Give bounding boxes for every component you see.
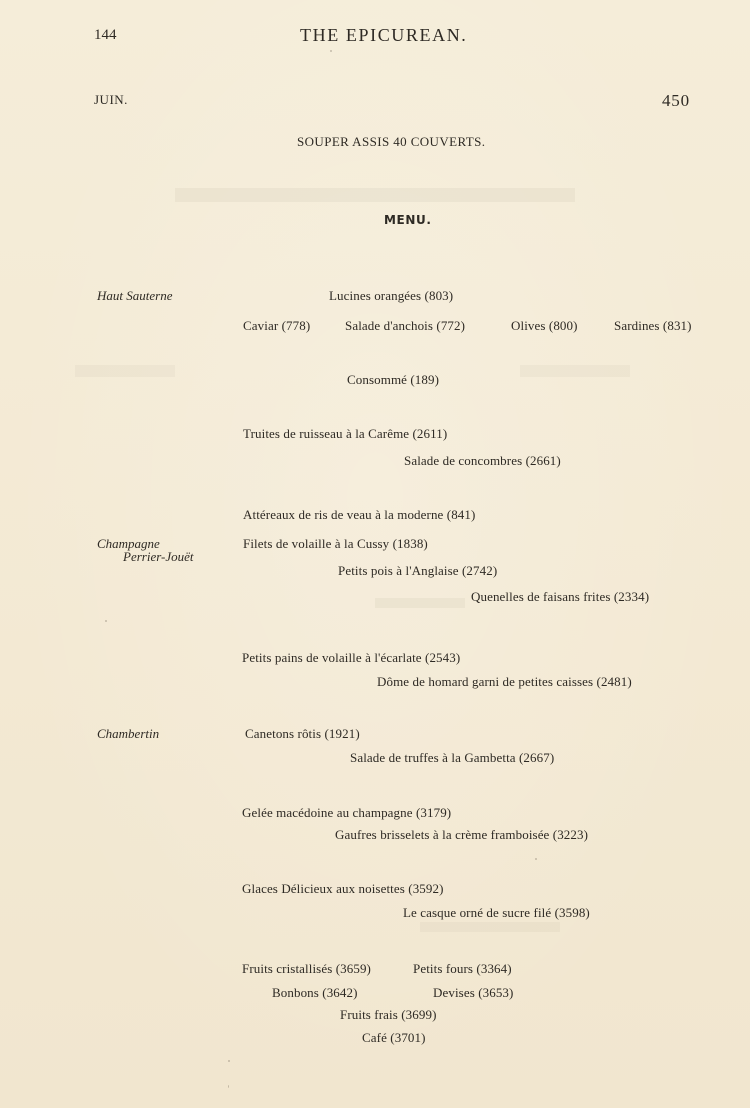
- course-olives: Olives (800): [511, 318, 578, 333]
- course-dome-homard: Dôme de homard garni de petites caisses (2481): [377, 674, 632, 689]
- course-gaufres: Gaufres brisselets à la crème framboisée (3223): [335, 827, 589, 842]
- course-lucines: Lucines orangées (803): [329, 288, 454, 303]
- page-number: 144: [94, 27, 117, 43]
- course-filets-volaille: Filets de volaille à la Cussy (1838): [243, 536, 428, 551]
- show-through-text: [175, 188, 575, 202]
- wine-haut-sauterne: Haut Sauterne: [97, 288, 173, 303]
- course-salade-truffes: Salade de truffes à la Gambetta (2667): [350, 750, 555, 765]
- paper-speck: [330, 50, 332, 52]
- course-attereaux: Attéreaux de ris de veau à la moderne (841): [243, 507, 476, 522]
- course-devises: Devises (3653): [433, 985, 514, 1000]
- course-gelee: Gelée macédoine au champagne (3179): [242, 805, 452, 820]
- course-glaces: Glaces Délicieux aux noisettes (3592): [242, 881, 444, 896]
- course-caviar: Caviar (778): [243, 318, 311, 333]
- menu-number: 450: [662, 91, 690, 110]
- month-label: JUIN.: [94, 92, 128, 107]
- course-casque: Le casque orné de sucre filé (3598): [403, 905, 590, 920]
- wine-perrier-jouet: Perrier-Jouët: [123, 549, 194, 564]
- wine-champagne: Champagne: [97, 536, 160, 551]
- course-salade-concombres: Salade de concombres (2661): [404, 453, 561, 468]
- course-bonbons: Bonbons (3642): [272, 985, 358, 1000]
- course-petits-pains: Petits pains de volaille à l'écarlate (2543): [242, 650, 461, 665]
- paper-speck: [535, 858, 537, 860]
- course-fruits-frais: Fruits frais (3699): [340, 1007, 437, 1022]
- course-consomme: Consommé (189): [347, 372, 440, 387]
- running-title: THE EPICUREAN.: [300, 25, 468, 45]
- course-canetons: Canetons rôtis (1921): [245, 726, 360, 741]
- show-through-text: [420, 922, 560, 932]
- wine-chambertin: Chambertin: [97, 726, 160, 741]
- show-through-text: [375, 598, 465, 608]
- course-fruits-cristallises: Fruits cristallisés (3659): [242, 961, 371, 976]
- course-cafe: Café (3701): [362, 1030, 426, 1045]
- course-salade-anchois: Salade d'anchois (772): [345, 318, 466, 333]
- course-petits-pois: Petits pois à l'Anglaise (2742): [338, 563, 498, 578]
- paper-speck: [105, 620, 107, 622]
- course-sardines: Sardines (831): [614, 318, 692, 333]
- paper-speck: [228, 1060, 230, 1062]
- course-quenelles: Quenelles de faisans frites (2334): [471, 589, 650, 604]
- menu-title: SOUPER ASSIS 40 COUVERTS.: [297, 134, 486, 149]
- show-through-text: [520, 365, 630, 377]
- course-petits-fours: Petits fours (3364): [413, 961, 512, 976]
- course-truites: Truites de ruisseau à la Carême (2611): [243, 426, 448, 441]
- menu-heading: MENU.: [384, 213, 432, 227]
- paper-speck: [228, 1085, 229, 1088]
- show-through-text: [75, 365, 175, 377]
